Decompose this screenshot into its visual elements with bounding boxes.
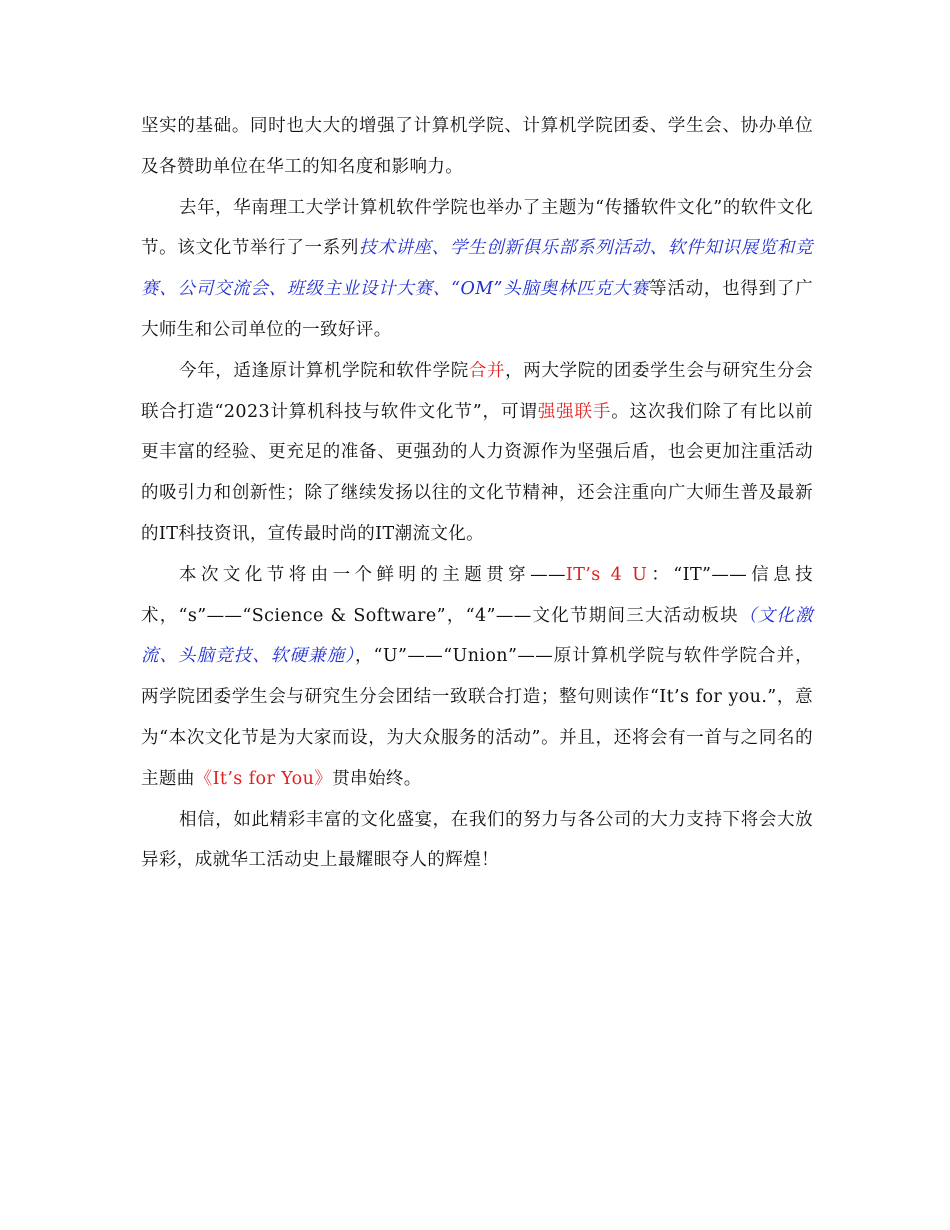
paragraph-foundation-text: 坚实的基础。同时也大大的增强了计算机学院、计算机学院团委、学生会、协办单位及各赞助单位在华工的知名度和影响力。 — [141, 116, 813, 177]
paragraph-this-year — [141, 351, 813, 555]
last-year-outro: 等活动，也得到了广大师生和公司单位的一致好评。 — [141, 279, 813, 340]
paragraph-theme — [141, 555, 813, 800]
paragraph-conclusion-text: 相信，如此精彩丰富的文化盛宴，在我们的努力与各公司的大力支持下将会大放异彩，成就华工活动史上最耀眼夺人的辉煌！ — [141, 809, 813, 871]
theme-highlight: IT’s 4 U — [565, 564, 648, 585]
this-year-outro: 。这次我们除了有比以前更丰富的经验、更充足的准备、更强劲的人力资源作为坚强后盾，也会更加注重活动的吸引力和创新性；除了继续发扬以往的文化节精神，还会注重向广大师生普及最新的IT科技资讯，宣传最时尚的IT潮流文化。 — [141, 401, 814, 544]
paragraph-last-year — [141, 188, 813, 351]
paragraph-foundation — [141, 106, 813, 188]
this-year-middle: ，两大学院的团委学生会与研究生分会联合打造“2023计算机科技与软件文化节”，可谓 — [141, 360, 813, 422]
theme-intro: 本次文化节将由一个鲜明的主题贯穿—— — [179, 564, 566, 585]
theme-explanation: ：“IT”——信息技术，“s”——“Science & Software”，“4”——文化节期间三大活动板块 — [141, 564, 813, 626]
theme-meaning: ，“U”——“Union”——原计算机学院与软件学院合并，两学院团委学生会与研究生分会团结一致联合打造；整句则读作“It’s for you.”，意为“本次文化节是为大家而设，为大众服务的活动”。并且，还将会有一首与之同名的主题曲 — [141, 646, 813, 789]
merge-highlight: 合并 — [468, 360, 506, 381]
paragraph-conclusion — [141, 800, 813, 882]
last-year-intro: 去年，华南理工大学计算机软件学院也举办了主题为“传播软件文化”的软件文化节。该文化节举行了一系列 — [141, 197, 813, 259]
alliance-highlight: 强强联手 — [537, 401, 612, 422]
theme-song-title: 《It’s for You》 — [194, 768, 333, 789]
activity-blocks: （文化激流、头脑竞技、软硬兼施） — [141, 605, 813, 667]
document-body — [141, 106, 813, 881]
this-year-intro: 今年，适逢原计算机学院和软件学院 — [179, 360, 469, 381]
theme-end: 贯串始终。 — [332, 768, 422, 789]
activity-list: 技术讲座、学生创新俱乐部系列活动、软件知识展览和竞赛、公司交流会、班级主业设计大赛、“OM”头脑奥林匹克大赛 — [141, 238, 813, 300]
